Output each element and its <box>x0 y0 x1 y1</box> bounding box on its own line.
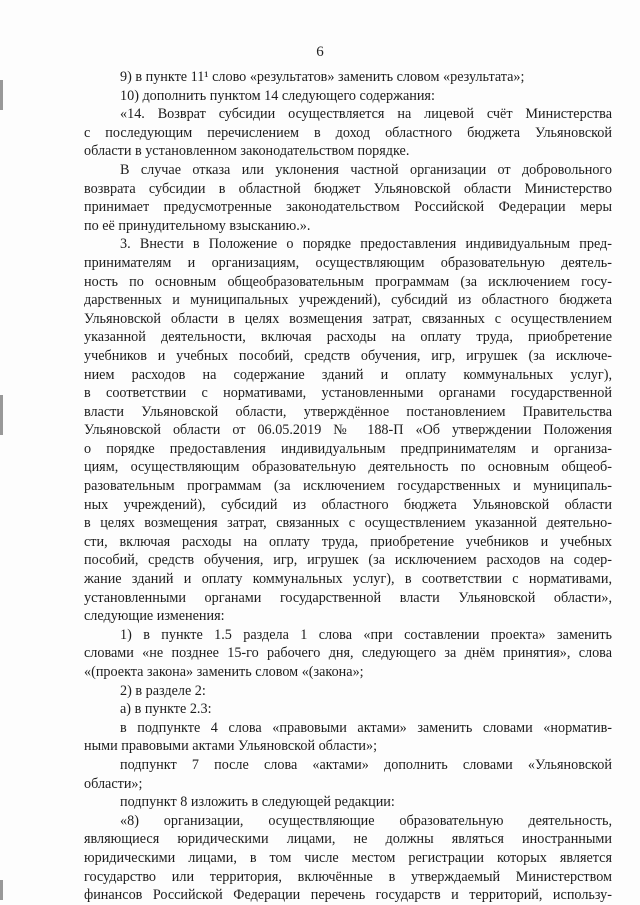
text-line: возврата субсидии в областной бюджет Ульяновской области Министерство <box>84 180 612 197</box>
text-line: «14. Возврат субсидии осуществляется на лицевой счёт Министерства <box>120 106 612 123</box>
text-line: области»; <box>84 775 143 792</box>
text-line: о порядке предоставления индивидуальным предпринимателям и организа- <box>84 440 612 457</box>
text-line: ных учреждений), субсидий из областного бюджета Ульяновской области <box>84 496 612 513</box>
text-line: установленными органами государственной власти Ульяновской области», <box>84 589 612 606</box>
text-line: указанной деятельности, включая расходы на оплату труда, приобретение <box>84 329 612 346</box>
text-line: являющиеся юридическими лицами, не должны являться иностранными <box>84 831 612 848</box>
text-line: 9) в пункте 11¹ слово «результатов» заменить словом «результата»; <box>120 69 525 85</box>
text-line: с последующим перечислением в доход областного бюджета Ульяновской <box>84 124 612 141</box>
text-line: нием расходов на содержание зданий и оплату коммунальных услуг), <box>84 366 612 383</box>
text-line: в целях возмещения затрат, связанных с осуществлением указанной деятельно- <box>84 515 612 532</box>
text-line: ность по основным общеобразовательным программам (за исключением госу- <box>84 273 612 290</box>
text-line: пособий, средств обучения, игр, игрушек (за исключением расходов на содер- <box>84 552 612 569</box>
text-line: 2) в разделе 2: <box>120 682 206 699</box>
text-line: В случае отказа или уклонения частной организации от добровольного <box>120 161 612 178</box>
text-line: следующие изменения: <box>84 608 225 625</box>
text-line: циям, осуществляющим образовательную деятельность по основным общеоб- <box>84 459 612 476</box>
text-line: дарственных и муниципальных учреждений), субсидий из областного бюджета <box>84 292 612 309</box>
text-line: принимателям и организациям, осуществляющим образовательную деятель- <box>84 254 612 271</box>
text-line: в подпункте 4 слова «правовыми актами» заменить словами «норматив- <box>120 719 612 736</box>
text-line: 1) в пункте 1.5 раздела 1 слова «при составлении проекта» заменить <box>120 626 612 643</box>
text-line: Ульяновской области в целях возмещения затрат, связанных с осуществлением <box>84 310 612 327</box>
scan-edge-mark <box>0 395 3 435</box>
scan-edge-mark <box>0 880 3 900</box>
text-line: «8) организации, осуществляющие образовательную деятельность, <box>120 812 612 829</box>
page-number: 6 <box>316 44 324 60</box>
text-line: власти Ульяновской области, утверждённое постановлением Правительства <box>84 403 612 420</box>
text-line: подпункт 7 после слова «актами» дополнить словами «Ульяновской <box>120 756 612 773</box>
text-line: Ульяновской области от 06.05.2019 № 188-П «Об утверждении Положения <box>84 422 612 439</box>
scan-edge-mark <box>0 80 3 110</box>
text-line: области в установленном законодательством порядке. <box>84 143 410 160</box>
text-line: 10) дополнить пунктом 14 следующего содержания: <box>120 87 435 104</box>
text-line: словами «не позднее 15-го рабочего дня, следующего за днём принятия», слова <box>84 645 612 662</box>
text-line: а) в пункте 2.3: <box>120 701 212 718</box>
text-line: финансов Российской Федерации перечень государств и территорий, использу- <box>84 887 612 904</box>
text-line: разовательным программам (за исключением государственных и муниципаль- <box>84 478 612 495</box>
text-line: учебников и учебных пособий, средств обучения, игр, игрушек (за исключе- <box>84 347 612 364</box>
text-line: юридическими лицами, в том числе местом регистрации которых является <box>84 849 612 866</box>
text-line: жание зданий и оплату коммунальных услуг), в соответствии с нормативами, <box>84 571 612 588</box>
text-line: «(проекта закона» заменить словом «(закона»; <box>84 664 364 680</box>
text-line: сти, включая расходы на оплату труда, приобретение учебников и учебных <box>84 533 612 550</box>
text-line: государство или территория, включённые в утверждаемый Министерством <box>84 868 612 885</box>
text-line: 3. Внести в Положение о порядке предоставления индивидуальным пред- <box>120 236 612 253</box>
document-body <box>84 68 612 905</box>
text-line: принимает предусмотренные законодательством Российской Федерации меры <box>84 199 612 216</box>
text-line: по её принудительному взысканию.». <box>84 217 311 234</box>
text-line: ными правовыми актами Ульяновской области»; <box>84 738 378 755</box>
text-line: подпункт 8 изложить в следующей редакции: <box>120 794 395 811</box>
text-line: в соответствии с нормативами, установленными органами государственной <box>84 385 612 402</box>
